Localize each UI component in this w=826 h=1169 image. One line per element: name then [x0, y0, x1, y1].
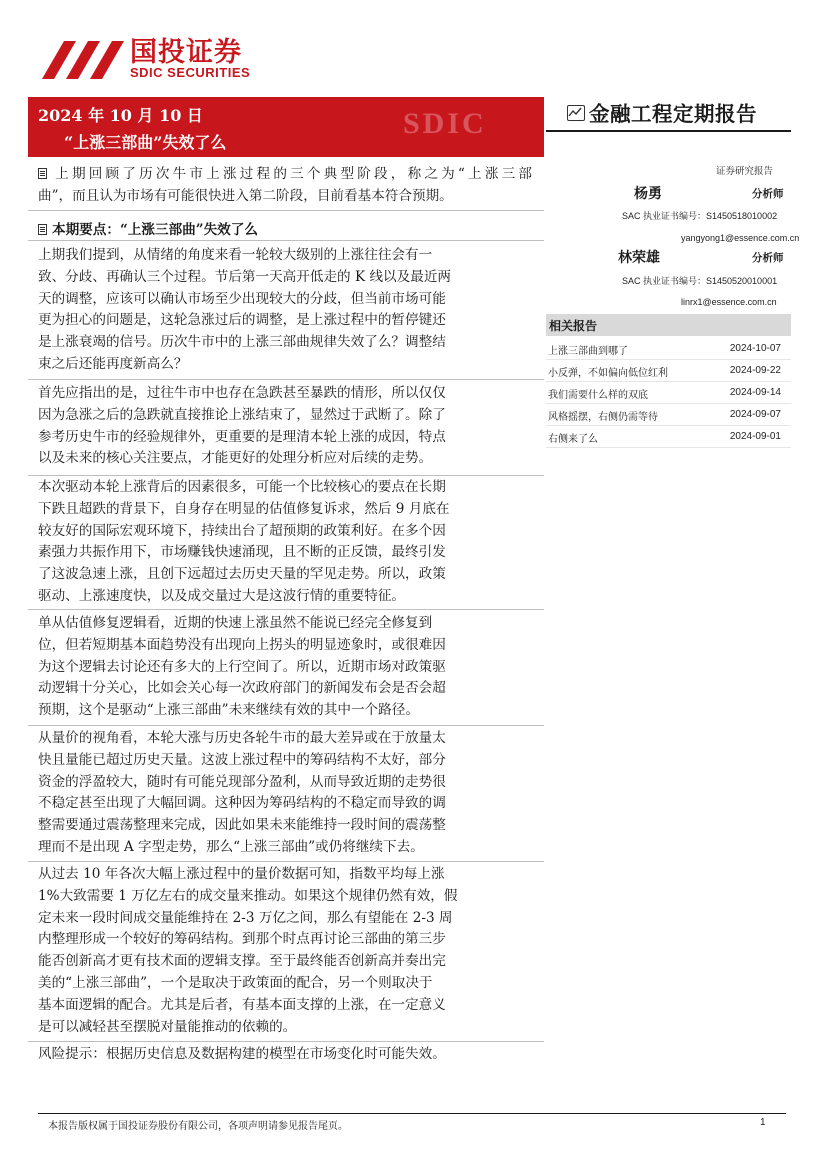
divider — [28, 861, 544, 862]
summary-line: 上期回顾了历次牛市上涨过程的三个典型阶段，称之为“上涨三部 — [38, 164, 532, 186]
related-report-date: 2024-09-07 — [729, 409, 781, 420]
report-type-header — [565, 97, 791, 131]
body-paragraph: 从量价的视角看，本轮大涨与历史各轮牛市的最大差异或在于放量太 快且量能已超过历史天量。这波上涨过程中的筹码结构不太好，部分 资金的浮盈较大，随时有可能兑现部分盈利，从而导致近期的走势很 不稳定甚至出现了大幅回调。这种因为筹码结构的不稳定而导致的调 整需要通过震荡整理来完成，因此如果未来能维持一段时间的震荡整 理而不是出现 A 字型走势，那么“上涨三部曲”或仍将继续下去。 — [38, 730, 446, 855]
summary-paragraph — [38, 164, 532, 208]
report-type: 金融工程定期报告 — [589, 102, 757, 126]
report-category: 证券研究报告 — [716, 166, 774, 177]
divider — [28, 1041, 544, 1042]
analyst-name: 杨勇 — [634, 186, 662, 202]
related-report-item[interactable] — [546, 404, 791, 426]
header-rule — [546, 130, 791, 132]
analyst-name: 林荣雄 — [618, 250, 660, 266]
related-report-date: 2024-09-14 — [729, 387, 781, 398]
related-report-item[interactable] — [546, 360, 791, 382]
divider — [28, 240, 544, 241]
related-report-date: 2024-09-22 — [729, 365, 781, 376]
analyst-email[interactable]: yangyong1@essence.com.cn — [681, 233, 800, 243]
body-paragraph: 本次驱动本轮上涨背后的因素很多，可能一个比较核心的要点在长期 下跌且超跌的背景下，自身存在明显的估值修复诉求，然后 9 月底在 较友好的国际宏观环境下，持续出台了超预期的政策利好。在多个因 素强力共振作用下，市场赚钱快速涌现，且不断的正反馈，最终引发 了这波急速上涨，且创下远超过去历史天量的罕见走势。所以，政策 驱动、上涨速度快，以及成交量过大是这波行情的重要特征。 — [38, 479, 450, 604]
related-report-item[interactable] — [546, 426, 791, 448]
divider — [28, 379, 544, 380]
chart-icon — [567, 105, 585, 121]
related-report-item[interactable] — [546, 382, 791, 404]
related-report-title: 风格摇摆，右侧仍需等待 — [548, 412, 658, 423]
related-reports-header — [546, 314, 791, 336]
body-paragraph: 单从估值修复逻辑看，近期的快速上涨虽然不能说已经完全修复到 位，但若短期基本面趋势没有出现向上拐头的明显迹象时，或很难因 为这个逻辑去讨论还有多大的上行空间了。所以，近期市场对政策驱 动逻辑十分关心，比如会关心每一次政府部门的新闻发布会是否会超 预期，这个是驱动“上涨三部曲”未来继续有效的其中一个路径。 — [38, 615, 446, 719]
summary-line: 曲”，而且认为市场有可能很快进入第二阶段，目前看基本符合预期。 — [38, 187, 453, 204]
document-icon — [38, 224, 47, 235]
related-report-title: 我们需要什么样的双底 — [548, 390, 648, 401]
document-icon — [38, 168, 47, 179]
analyst-email[interactable]: linrx1@essence.com.cn — [681, 297, 777, 307]
report-date: 2024 年 10 月 10 日 — [38, 106, 203, 125]
page-number: 1 — [760, 1117, 766, 1128]
divider — [28, 609, 544, 610]
logo-text-en: SDIC SECURITIES — [130, 65, 251, 80]
related-report-date: 2024-10-07 — [729, 343, 781, 354]
body-paragraph: 从过去 10 年各次大幅上涨过程中的量价数据可知，指数平均每上涨 1%大致需要 1 万亿左右的成交量来推动。如果这个规律仍然有效，假 定未来一段时间成交量能维持在 2-3 万亿之间，那么有望能在 2-3 周 内整理形成一个较好的筹码结构。到那个时点再讨论三部曲的第三步 能否创新高才更有技术面的逻辑支撑。至于最终能否创新高并奏出完 美的“上涨三部曲”，一个是取决于政策面的配合，另一个则取决于 基本面逻辑的配合。尤其是后者，有基本面支撑的上涨，在一定意义 是可以减轻甚至摆脱对量能推动的依赖的。 — [38, 866, 458, 1035]
company-logo — [38, 37, 268, 83]
analyst-sac: SAC 执业证书编号：S1450520010001 — [622, 276, 778, 286]
related-report-item[interactable] — [546, 338, 791, 360]
risk-note: 风险提示：根据历史信息及数据构建的模型在市场变化时可能失效。 — [38, 1046, 446, 1062]
related-report-title: 上涨三部曲到哪了 — [548, 346, 628, 357]
divider — [28, 725, 544, 726]
logo-text-cn: 国投证券 — [130, 37, 242, 68]
analyst-sac: SAC 执业证书编号：S1450518010002 — [622, 211, 778, 221]
footer-disclaimer: 本报告版权属于国投证券股份有限公司，各项声明请参见报告尾页。 — [48, 1121, 348, 1132]
body-paragraph: 上期我们提到，从情绪的角度来看一轮较大级别的上涨往往会有一 致、分歧、再确认三个过程。节后第一天高开低走的 K 线以及最近两 天的调整，应该可以确认市场至少出现较大的分歧，但当前市场可能 更为担心的问题是，这轮急涨过后的调整，是上涨过程中的暂停键还 是上涨衰竭的信号。历次牛市中的上涨三部曲规律失效了么？调整结 束之后还能再度新高么？ — [38, 247, 452, 372]
divider — [28, 475, 544, 476]
footer-rule — [38, 1113, 786, 1114]
related-reports-heading: 相关报告 — [549, 319, 598, 333]
related-report-date: 2024-09-01 — [729, 431, 781, 442]
report-banner — [28, 97, 544, 157]
divider — [28, 210, 544, 211]
body-paragraph: 首先应指出的是，过往牛市中也存在急跌甚至暴跌的情形，所以仅仅 因为急涨之后的急跌就直接推论上涨结束了，显然过于武断了。除了 参考历史牛市的经验规律外，更重要的是理清本轮上涨的成因，特点 以及未来的核心关注要点，才能更好的处理分析应对后续的走势。 — [38, 385, 446, 467]
related-report-title: 右侧来了么 — [548, 434, 598, 445]
analyst-role: 分析师 — [752, 188, 784, 200]
related-report-title: 小反弹，不如偏向低位红利 — [548, 368, 668, 379]
logo-mark-icon — [38, 37, 124, 81]
banner-watermark: SDIC — [403, 107, 487, 140]
key-points-heading: 本期要点：“上涨三部曲”失效了么 — [38, 218, 258, 238]
analyst-role: 分析师 — [752, 252, 784, 264]
report-title: “上涨三部曲”失效了么 — [64, 133, 227, 152]
